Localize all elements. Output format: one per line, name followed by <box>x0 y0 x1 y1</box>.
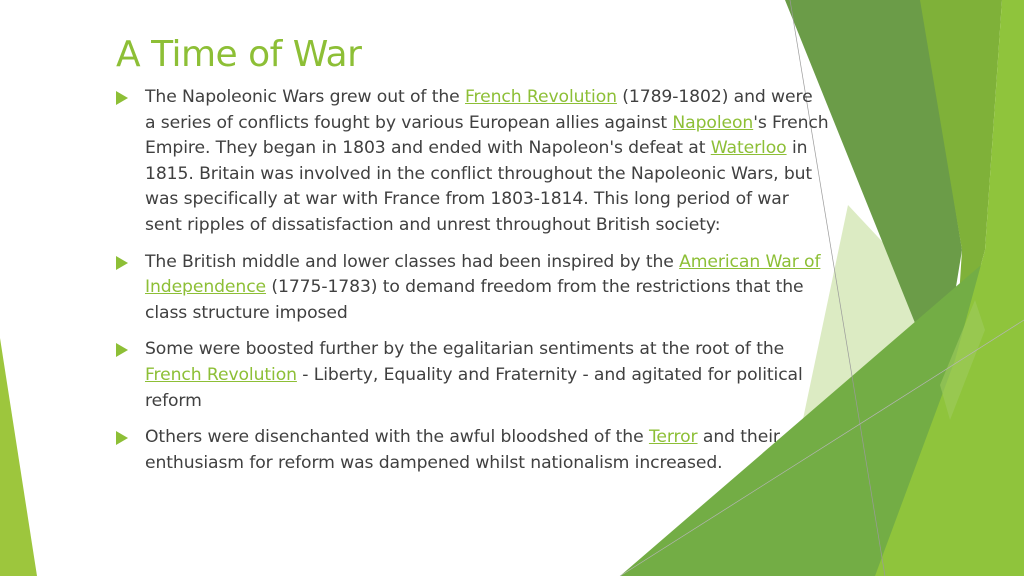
text-segment: reform <box>145 390 202 411</box>
text-segment: The Napoleonic Wars grew out of the <box>145 87 466 107</box>
text-segment: 's French <box>753 112 829 133</box>
text-line <box>145 363 916 389</box>
hyperlink[interactable]: French Revolution <box>465 87 617 107</box>
text-segment: enthusiasm for reform was dampened whilst nationalism increased. <box>145 452 723 473</box>
text-line <box>145 301 916 327</box>
text-line <box>145 111 916 137</box>
text-segment: Others were disenchanted with the awful bloodshed of the <box>145 427 649 448</box>
text-line <box>145 389 916 415</box>
text-segment: - Liberty, Equality and Fraternity - and agitated for political <box>296 364 803 385</box>
hyperlink[interactable]: Napoleon <box>672 112 754 133</box>
text-segment: in <box>786 138 808 159</box>
hyperlink[interactable]: Waterloo <box>710 138 787 159</box>
text-line <box>145 337 916 363</box>
text-line <box>145 187 916 213</box>
bullet-arrow-icon <box>116 256 128 270</box>
text-line <box>145 275 916 301</box>
bullet-list <box>116 85 916 487</box>
text-line <box>145 213 916 239</box>
text-segment: class structure imposed <box>145 302 348 323</box>
bullet-item <box>116 85 916 239</box>
bullet-item <box>116 250 916 327</box>
text-segment: was specifically at war with France from 1803-1814. This long period of war <box>145 189 789 210</box>
text-line <box>145 85 916 111</box>
text-segment: (1775-1783) to demand freedom from the restrictions that the <box>266 277 804 298</box>
text-line <box>145 162 916 188</box>
text-line <box>145 250 916 276</box>
text-segment: Some were boosted further by the egalitarian sentiments at the root of the <box>145 339 785 360</box>
hyperlink[interactable]: American War of <box>679 251 821 272</box>
bullet-item <box>116 425 916 476</box>
bullet-arrow-icon <box>116 91 128 105</box>
text-segment: (1789-1802) and were <box>616 87 813 107</box>
text-line <box>145 451 916 477</box>
text-segment: 1815. Britain was involved in the conflict throughout the Napoleonic Wars, but <box>145 163 813 184</box>
bullet-arrow-icon <box>116 343 128 357</box>
text-segment: a series of conflicts fought by various European allies against <box>145 112 673 133</box>
text-segment: sent ripples of dissatisfaction and unrest throughout British society: <box>145 214 721 235</box>
slide-title: A Time of War <box>116 34 362 75</box>
text-line <box>145 136 916 162</box>
bullet-arrow-icon <box>116 431 128 445</box>
hyperlink[interactable]: French Revolution <box>145 364 297 385</box>
bullet-item <box>116 337 916 414</box>
text-line <box>145 425 916 451</box>
left-green-triangle <box>0 338 37 576</box>
hyperlink[interactable]: Independence <box>145 277 267 298</box>
text-segment: The British middle and lower classes had been inspired by the <box>145 251 680 272</box>
hyperlink[interactable]: Terror <box>648 427 698 448</box>
text-segment: and their <box>697 427 780 448</box>
text-segment: Empire. They began in 1803 and ended with Napoleon's defeat at <box>145 138 711 159</box>
